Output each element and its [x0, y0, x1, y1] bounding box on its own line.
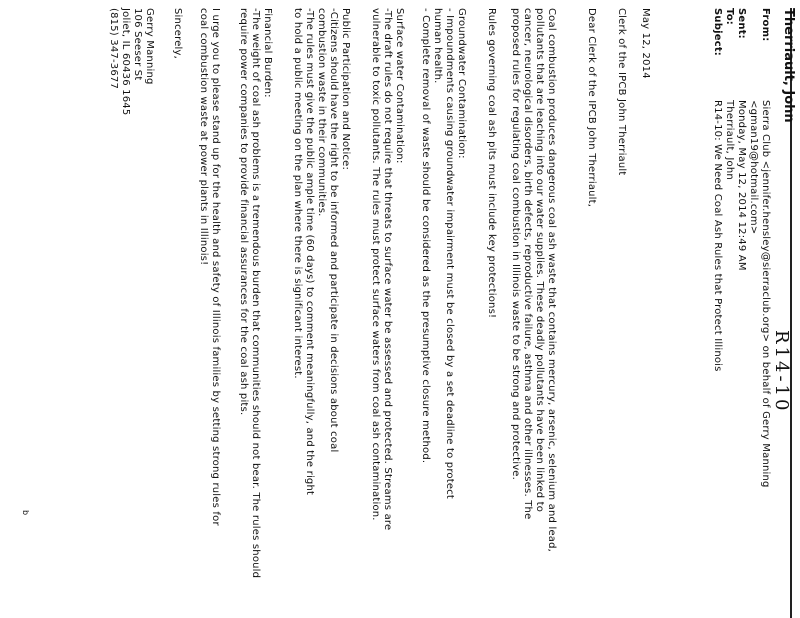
from-label: From:: [760, 8, 771, 42]
document-id-stamp: R14-10: [771, 330, 792, 414]
sent-value: Monday, May 12, 2014 12:49 AM: [736, 100, 747, 271]
letter-date: May 12, 2014: [640, 8, 651, 79]
participation-line: to hold a public meeting on the plan where there is significant interest.: [292, 8, 303, 379]
letter-salutation: Dear Clerk of the IPCB John Therriault,: [586, 8, 597, 208]
signature-line: Joliet, IL 60436 1645: [120, 8, 131, 116]
intro-line: pollutants that are leaching into our water supplies. These deadly pollutants have been linked to: [534, 8, 545, 513]
to-value: Therriault, John: [724, 100, 735, 180]
participation-line: combustion waste in their communities.: [316, 8, 327, 217]
financial-line: -The weight of coal ash problems is a tremendous burden that communities should not bear. The rules should: [250, 8, 261, 579]
closing-line: coal combustion waste at power plants in Illinois!: [198, 8, 209, 266]
sent-label: Sent:: [736, 8, 747, 39]
sender-name-heading: Therriault, John: [781, 8, 796, 123]
to-label: To:: [724, 8, 735, 25]
letter-recipient: Clerk of the IPCB John Therriault: [616, 8, 627, 176]
signature-line: 106 Seeser St: [132, 8, 143, 81]
groundwater-line: - Impoundments causing groundwater impairment must be closed by a set deadline to protect: [444, 8, 455, 500]
surface-water-line: vulnerable to toxic pollutants. The rules must protect surface waters from coal ash contamination.: [370, 8, 381, 521]
from-email: <gman19@hotmail.com>: [748, 100, 759, 235]
signature-line: (815) 347-3677: [108, 8, 119, 90]
groundwater-line: human health.: [432, 8, 443, 84]
subject-label: Subject:: [712, 8, 723, 56]
signature-line: Gerry Manning: [144, 8, 155, 85]
signoff: Sincerely,: [172, 8, 183, 60]
subject-value: R14-10: We Need Coal Ash Rules that Protect Illinois: [712, 100, 723, 372]
from-value: Sierra Club <jennifer.hensley@sierraclub.org> on behalf of Gerry Manning: [760, 100, 771, 488]
stray-scan-mark: b: [21, 510, 30, 516]
groundwater-line: Groundwater Contamination:: [456, 8, 467, 159]
key-protections-line: Rules governing coal ash pits must include key protections!: [486, 8, 497, 319]
surface-water-line: -The draft rules do not require that threats to surface water be assessed and protected. Streams are: [382, 8, 393, 531]
financial-line: Financial Burden:: [262, 8, 273, 98]
intro-line: Coal combustion produces dangerous coal ash waste that contains mercury, arsenic, selenium and lead,: [546, 8, 557, 553]
intro-line: proposed rules for regulating coal combustion in Illinois waste to be strong and protective.: [510, 8, 521, 481]
closing-line: I urge you to please stand up for the health and safety of Illinois families by setting strong rules for: [210, 8, 221, 526]
participation-line: Public Participation and Notice:: [340, 8, 351, 171]
financial-line: require power companies to provide financial assurances for the coal ash pits.: [238, 8, 249, 416]
participation-line: -The rules must give the public ample time (60 days) to comment meaningfully, and the right: [304, 8, 315, 496]
intro-line: cancer, neurological disorders, birth defects, reproductive failure, asthma and other illnesses. The: [522, 8, 533, 520]
participation-line: -Citizens should have the right to be informed and participate in decisions about coal: [328, 8, 339, 453]
surface-water-line: Surface water Contamination:: [394, 8, 405, 164]
groundwater-line: - Complete removal of waste should be considered as the presumptive closure method.: [420, 8, 431, 464]
